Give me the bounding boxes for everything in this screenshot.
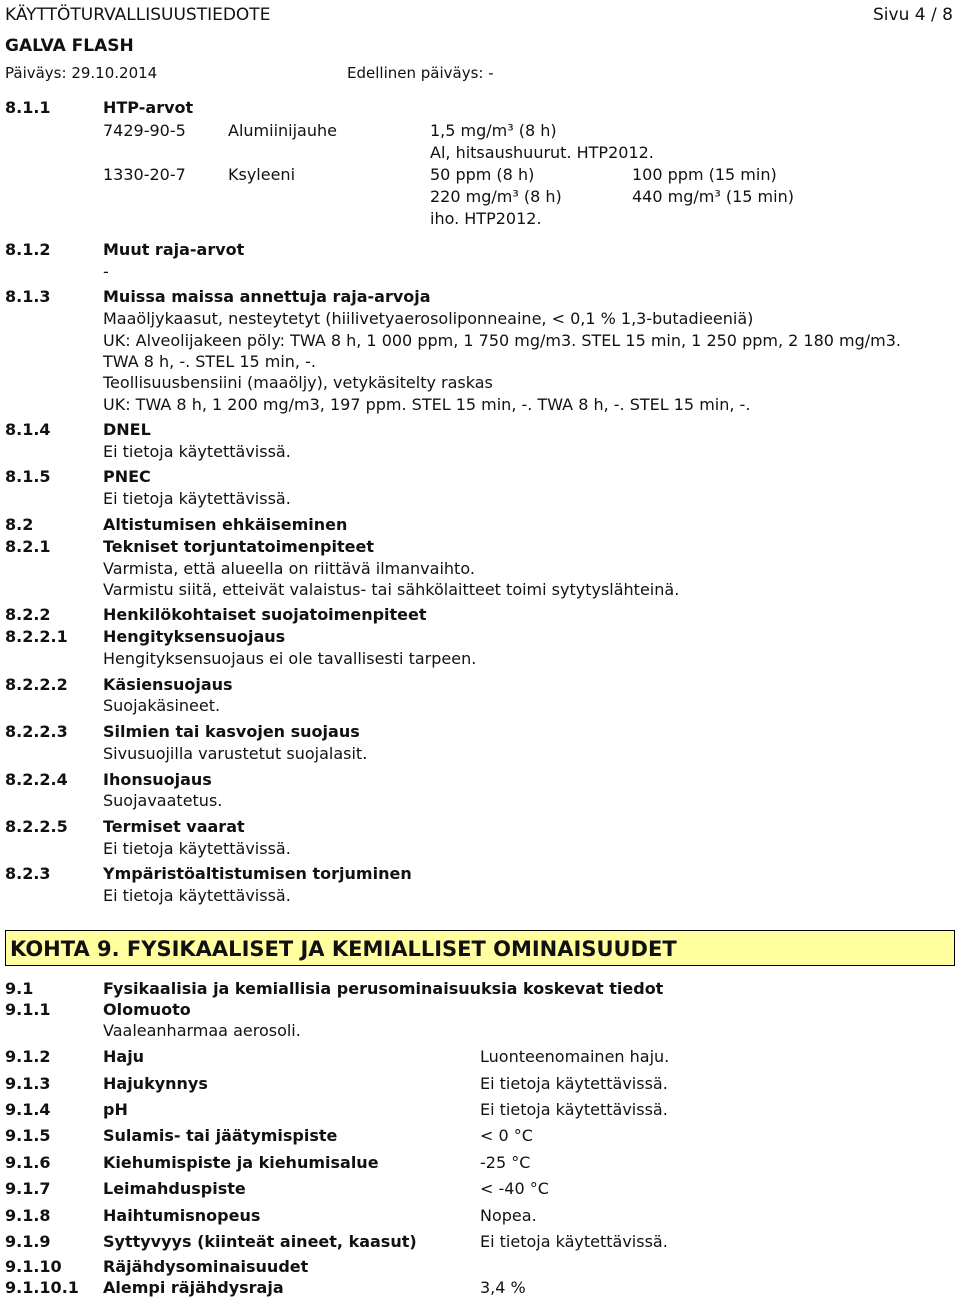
section-banner-title: KOHTA 9. FYSIKAALISET JA KEMIALLISET OMINAISUUDET — [10, 937, 677, 961]
section-text: UK: Alveolijakeen pöly: TWA 8 h, 1 000 ppm, 1 750 mg/m3. STEL 15 min, 1 250 ppm, 2 180 mg/m3. — [103, 331, 902, 350]
section-heading: Muut raja-arvot — [103, 240, 245, 259]
property-number: 9.1.10.1 — [5, 1278, 79, 1297]
limit-value: 100 ppm (15 min) — [632, 165, 777, 184]
section-number: 8.2.2.5 — [5, 817, 68, 836]
section-number: 8.1.4 — [5, 420, 51, 439]
cas-number: 1330-20-7 — [103, 165, 186, 184]
section-number: 9.1.10 — [5, 1257, 62, 1276]
property-label: Syttyvyys (kiinteät aineet, kaasut) — [103, 1232, 417, 1251]
section-number: 8.1.5 — [5, 467, 51, 486]
property-label: Haihtumisnopeus — [103, 1206, 261, 1225]
section-heading: Ympäristöaltistumisen torjuminen — [103, 864, 412, 883]
section-text: Ei tietoja käytettävissä. — [103, 886, 291, 905]
section-heading: Silmien tai kasvojen suojaus — [103, 722, 360, 741]
property-value: Luonteenomainen haju. — [480, 1047, 670, 1066]
property-number: 9.1.7 — [5, 1179, 51, 1198]
section-heading: Olomuoto — [103, 1000, 191, 1019]
section-text: Vaaleanharmaa aerosoli. — [103, 1021, 301, 1040]
property-value: Ei tietoja käytettävissä. — [480, 1232, 668, 1251]
limit-value: 220 mg/m³ (8 h) — [430, 187, 562, 206]
cas-number: 7429-90-5 — [103, 121, 186, 140]
limit-value: 440 mg/m³ (15 min) — [632, 187, 794, 206]
section-number: 8.2.2.1 — [5, 627, 68, 646]
property-value: 3,4 % — [480, 1278, 526, 1297]
property-label: Sulamis- tai jäätymispiste — [103, 1126, 338, 1145]
section-heading: Henkilökohtaiset suojatoimenpiteet — [103, 605, 427, 624]
property-value: Nopea. — [480, 1206, 537, 1225]
limit-value: 50 ppm (8 h) — [430, 165, 535, 184]
property-number: 9.1.6 — [5, 1153, 51, 1172]
property-label: Alempi räjähdysraja — [103, 1278, 284, 1297]
property-number: 9.1.9 — [5, 1232, 51, 1251]
section-heading: Ihonsuojaus — [103, 770, 212, 789]
section-text: UK: TWA 8 h, 1 200 mg/m3, 197 ppm. STEL 15 min, -. TWA 8 h, -. STEL 15 min, -. — [103, 395, 751, 414]
section-number: 8.2.2 — [5, 605, 51, 624]
section-text: TWA 8 h, -. STEL 15 min, -. — [103, 352, 316, 371]
property-value: -25 °C — [480, 1153, 531, 1172]
section-number: 8.2.2.3 — [5, 722, 68, 741]
section-heading: Tekniset torjuntatoimenpiteet — [103, 537, 374, 556]
previous-date: Edellinen päiväys: - — [347, 64, 494, 82]
property-label: Hajukynnys — [103, 1074, 208, 1093]
section-number: 8.2.1 — [5, 537, 51, 556]
property-number: 9.1.8 — [5, 1206, 51, 1225]
section-text: Teollisuusbensiini (maaöljy), vetykäsitelty raskas — [103, 373, 493, 392]
property-label: Kiehumispiste ja kiehumisalue — [103, 1153, 379, 1172]
section-text: Varmistu siitä, etteivät valaistus- tai sähkölaitteet toimi sytytyslähteinä. — [103, 580, 680, 599]
section-number: 8.2.3 — [5, 864, 51, 883]
section-number: 8.2.2.4 — [5, 770, 68, 789]
section-text: Ei tietoja käytettävissä. — [103, 489, 291, 508]
property-value: < 0 °C — [480, 1126, 533, 1145]
section-text: Sivusuojilla varustetut suojalasit. — [103, 744, 368, 763]
section-heading: Muissa maissa annettuja raja-arvoja — [103, 287, 431, 306]
section-text: Hengityksensuojaus ei ole tavallisesti tarpeen. — [103, 649, 477, 668]
section-heading: Termiset vaarat — [103, 817, 245, 836]
property-label: Leimahduspiste — [103, 1179, 246, 1198]
section-number: 9.1.1 — [5, 1000, 51, 1019]
section-heading: Fysikaalisia ja kemiallisia perusominaisuuksia koskevat tiedot — [103, 979, 664, 998]
section-number: 8.1.1 — [5, 98, 51, 117]
section-heading: HTP-arvot — [103, 98, 194, 117]
section-heading: Räjähdysominaisuudet — [103, 1257, 309, 1276]
section-heading: DNEL — [103, 420, 151, 439]
section-number: 9.1 — [5, 979, 34, 998]
section-text: Suojavaatetus. — [103, 791, 223, 810]
substance-name: Alumiinijauhe — [228, 121, 337, 140]
section-heading: Altistumisen ehkäiseminen — [103, 515, 348, 534]
section-number: 8.2 — [5, 515, 34, 534]
document-type-title: KÄYTTÖTURVALLISUUSTIEDOTE — [5, 5, 271, 25]
property-number: 9.1.2 — [5, 1047, 51, 1066]
property-value: Ei tietoja käytettävissä. — [480, 1100, 668, 1119]
product-name: GALVA FLASH — [5, 36, 134, 56]
property-value: < -40 °C — [480, 1179, 549, 1198]
property-value: Ei tietoja käytettävissä. — [480, 1074, 668, 1093]
section-heading: Käsiensuojaus — [103, 675, 233, 694]
limit-note: iho. HTP2012. — [430, 209, 542, 228]
property-number: 9.1.3 — [5, 1074, 51, 1093]
section-text: - — [103, 262, 109, 281]
section-text: Ei tietoja käytettävissä. — [103, 839, 291, 858]
property-label: Haju — [103, 1047, 145, 1066]
section-text: Suojakäsineet. — [103, 696, 221, 715]
section-banner — [5, 930, 955, 966]
property-label: pH — [103, 1100, 128, 1119]
limit-note: Al, hitsaushuurut. HTP2012. — [430, 143, 654, 162]
section-text: Maaöljykaasut, nesteytetyt (hiilivetyaerosoliponneaine, < 0,1 % 1,3-butadieeniä) — [103, 309, 754, 328]
page-number: Sivu 4 / 8 — [873, 5, 953, 25]
section-heading: Hengityksensuojaus — [103, 627, 286, 646]
limit-value: 1,5 mg/m³ (8 h) — [430, 121, 557, 140]
property-number: 9.1.4 — [5, 1100, 51, 1119]
revision-date: Päiväys: 29.10.2014 — [5, 64, 158, 82]
section-number: 8.2.2.2 — [5, 675, 68, 694]
section-text: Ei tietoja käytettävissä. — [103, 442, 291, 461]
substance-name: Ksyleeni — [228, 165, 296, 184]
section-number: 8.1.2 — [5, 240, 51, 259]
property-number: 9.1.5 — [5, 1126, 51, 1145]
section-text: Varmista, että alueella on riittävä ilmanvaihto. — [103, 559, 475, 578]
section-number: 8.1.3 — [5, 287, 51, 306]
section-heading: PNEC — [103, 467, 151, 486]
